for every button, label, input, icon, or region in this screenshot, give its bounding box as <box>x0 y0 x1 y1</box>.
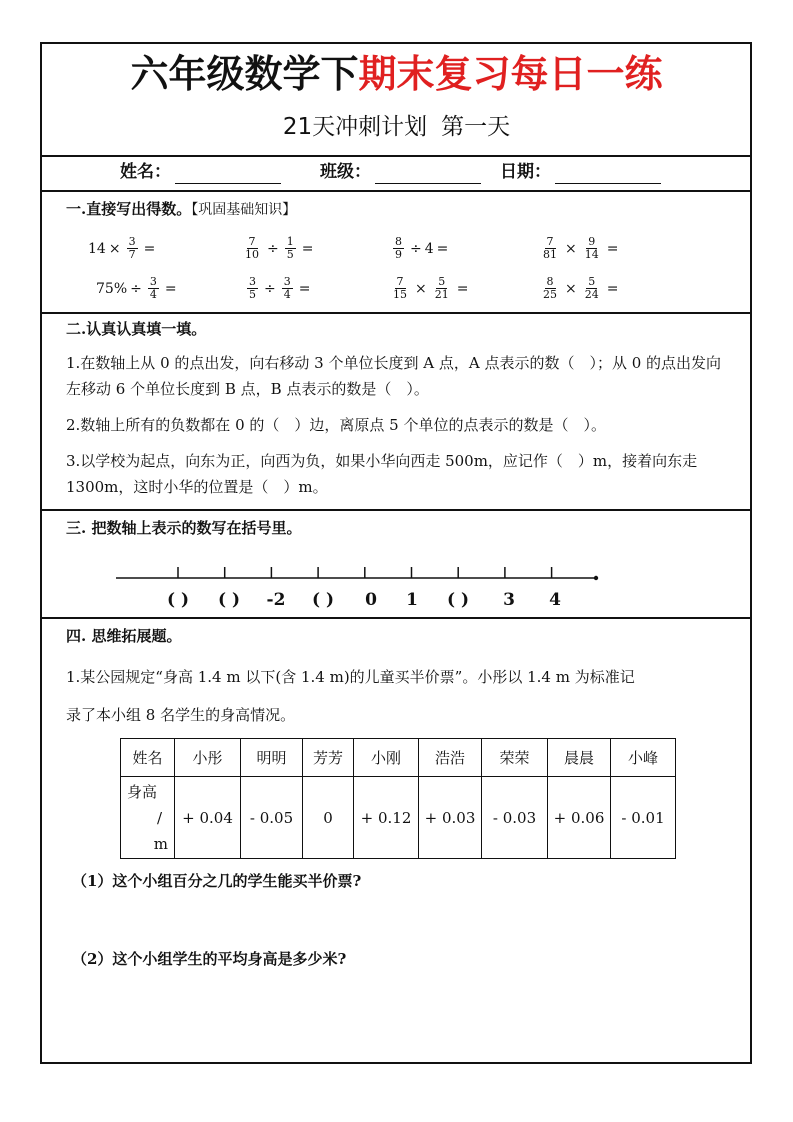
table-row <box>121 777 676 859</box>
height-header-line: / <box>156 808 162 827</box>
numerator: 7 <box>396 275 404 288</box>
calc-problem <box>388 276 471 301</box>
number-line-label: 3 <box>503 590 515 610</box>
denominator: 24 <box>584 288 599 301</box>
operator: = <box>436 240 449 257</box>
numerator: 3 <box>283 275 291 288</box>
page-title <box>0 52 793 96</box>
table-cell-value: - 0.03 <box>482 777 548 859</box>
denominator: 14 <box>584 248 599 261</box>
operand: 14 <box>88 240 106 257</box>
denominator: 21 <box>434 288 449 301</box>
title-red: 期末复习每日一练 <box>358 52 663 96</box>
fraction <box>282 276 293 301</box>
table-cell-value: 0 <box>303 777 354 859</box>
numerator: 3 <box>149 275 157 288</box>
table-cell-name: 浩浩 <box>419 739 482 777</box>
table-cell-name: 芳芳 <box>303 739 354 777</box>
table-header-height <box>121 777 175 859</box>
fraction <box>583 236 601 261</box>
denominator: 5 <box>249 288 256 301</box>
numerator: 5 <box>588 275 596 288</box>
calc-problem <box>88 236 158 261</box>
number-line-label: -2 <box>266 590 286 610</box>
class-label: 班级： <box>320 162 371 182</box>
numerator: 5 <box>438 275 446 288</box>
day-label: 第一天 <box>441 114 511 140</box>
height-table <box>120 738 676 859</box>
section3-heading: 三. 把数轴上表示的数写在括号里。 <box>66 519 302 537</box>
table-cell-name: 明明 <box>241 739 303 777</box>
calc-problem <box>538 276 621 301</box>
name-label: 姓名： <box>120 162 171 182</box>
table-cell-value: + 0.06 <box>548 777 611 859</box>
fraction <box>541 276 559 301</box>
fraction <box>243 236 261 261</box>
name-blank[interactable] <box>175 165 281 184</box>
class-blank[interactable] <box>375 165 481 184</box>
operator: × <box>565 280 577 297</box>
table-cell-value: + 0.03 <box>419 777 482 859</box>
date-field <box>500 160 661 184</box>
sub-question-1: （1）这个小组百分之几的学生能买半价票? <box>72 872 362 890</box>
divider <box>40 312 752 314</box>
worksheet-frame <box>40 42 752 1064</box>
title-black: 六年级数学下 <box>130 52 359 96</box>
section1-hint: 【巩固基础知识】 <box>191 202 297 218</box>
operator: × <box>108 240 121 257</box>
denominator: 15 <box>393 288 407 301</box>
height-header-line: m <box>153 834 168 853</box>
divider <box>40 617 752 619</box>
calc-problem <box>538 236 621 261</box>
fraction <box>433 276 451 301</box>
number-line-label: 0 <box>365 590 377 610</box>
operator: = <box>164 280 177 297</box>
operator: = <box>606 240 619 257</box>
page-subtitle <box>0 112 793 142</box>
calc-problem <box>96 276 180 301</box>
section4-heading: 四. 思维拓展题。 <box>66 627 182 645</box>
table-header-name: 姓名 <box>121 739 175 777</box>
date-blank[interactable] <box>555 165 661 184</box>
problem-intro-line1: 1.某公园规定“身高 1.4 m 以下(含 1.4 m)的儿童买半价票”。小彤以 1.4 m 为标准记 <box>66 668 635 686</box>
operator: = <box>143 240 156 257</box>
fill-question-1: 1.在数轴上从 0 的点出发，向右移动 3 个单位长度到 A 点，A 点表示的数（ ）；从 0 的点出发向左移动 6 个单位长度到 B 点，B 点表示的数是（ ）。 <box>66 354 722 398</box>
problem-intro-line2: 录了本小组 8 名学生的身高情况。 <box>66 706 296 724</box>
date-label: 日期： <box>500 162 551 182</box>
denominator: 9 <box>395 248 402 261</box>
numerator: 3 <box>249 275 256 288</box>
denominator: 4 <box>283 288 291 301</box>
numerator: 7 <box>248 235 256 248</box>
sub-question-2: （2）这个小组学生的平均身高是多少米? <box>72 950 347 968</box>
numerator: 9 <box>588 235 596 248</box>
calc-problem <box>240 236 316 261</box>
denominator: 4 <box>149 288 157 301</box>
fraction <box>247 276 258 301</box>
calc-problem <box>390 236 451 261</box>
section2-heading: 二.认真认真填一填。 <box>66 320 207 338</box>
number-line-label: ( ) <box>166 590 189 610</box>
divider <box>40 509 752 511</box>
denominator: 25 <box>543 288 557 301</box>
fraction <box>541 236 559 261</box>
operator: = <box>301 240 314 257</box>
numerator: 3 <box>128 235 136 248</box>
operator: = <box>606 280 619 297</box>
denominator: 10 <box>245 248 259 261</box>
denominator: 7 <box>128 248 136 261</box>
fill-question-2: 2.数轴上所有的负数都在 0 的（ ）边，离原点 5 个单位的点表示的数是（ ）。 <box>66 416 606 434</box>
table-cell-name: 小刚 <box>354 739 419 777</box>
section1-heading <box>66 198 296 221</box>
class-field <box>320 160 481 184</box>
fraction <box>583 276 601 301</box>
fraction <box>285 236 296 261</box>
table-cell-value: + 0.12 <box>354 777 419 859</box>
operator: ÷ <box>264 280 276 297</box>
numerator: 1 <box>286 235 294 248</box>
table-cell-value: - 0.01 <box>611 777 676 859</box>
height-header-line: 身高 <box>127 782 158 801</box>
calc-problem <box>244 276 313 301</box>
name-field <box>120 160 281 184</box>
table-cell-name: 小彤 <box>175 739 241 777</box>
divider <box>40 155 752 157</box>
denominator: 81 <box>543 248 557 261</box>
operand: 75% <box>96 280 128 297</box>
table-cell-value: - 0.05 <box>241 777 303 859</box>
operand: 4 <box>424 240 434 257</box>
operator: × <box>415 280 427 297</box>
number-line-label: ( ) <box>311 590 334 610</box>
fraction <box>393 236 404 261</box>
operator: ÷ <box>130 280 142 297</box>
table-row <box>121 739 676 777</box>
numerator: 8 <box>546 275 554 288</box>
section1-title: 一.直接写出得数。 <box>66 200 192 218</box>
table-cell-name: 小峰 <box>611 739 676 777</box>
table-cell-name: 晨晨 <box>548 739 611 777</box>
fraction <box>127 236 138 261</box>
number-line-label: 4 <box>549 590 561 610</box>
number-line-label: 1 <box>406 590 418 610</box>
fraction <box>391 276 409 301</box>
divider <box>40 190 752 192</box>
fill-question-3: 3.以学校为起点，向东为正，向西为负，如果小华向西走 500m，应记作（ ）m，接着向东走 1300m，这时小华的位置是（ ）m。 <box>66 452 698 496</box>
denominator: 5 <box>286 248 294 261</box>
numerator: 8 <box>395 235 402 248</box>
operator: ÷ <box>267 240 279 257</box>
operator: ÷ <box>410 240 422 257</box>
numerator: 7 <box>546 235 554 248</box>
operator: = <box>298 280 311 297</box>
number-line-label: ( ) <box>446 590 469 610</box>
plan-label: 21天冲刺计划 <box>282 114 428 140</box>
number-line-label: ( ) <box>217 590 240 610</box>
operator: × <box>565 240 577 257</box>
fraction <box>148 276 159 301</box>
table-cell-name: 荣荣 <box>482 739 548 777</box>
operator: = <box>456 280 469 297</box>
table-cell-value: + 0.04 <box>175 777 241 859</box>
